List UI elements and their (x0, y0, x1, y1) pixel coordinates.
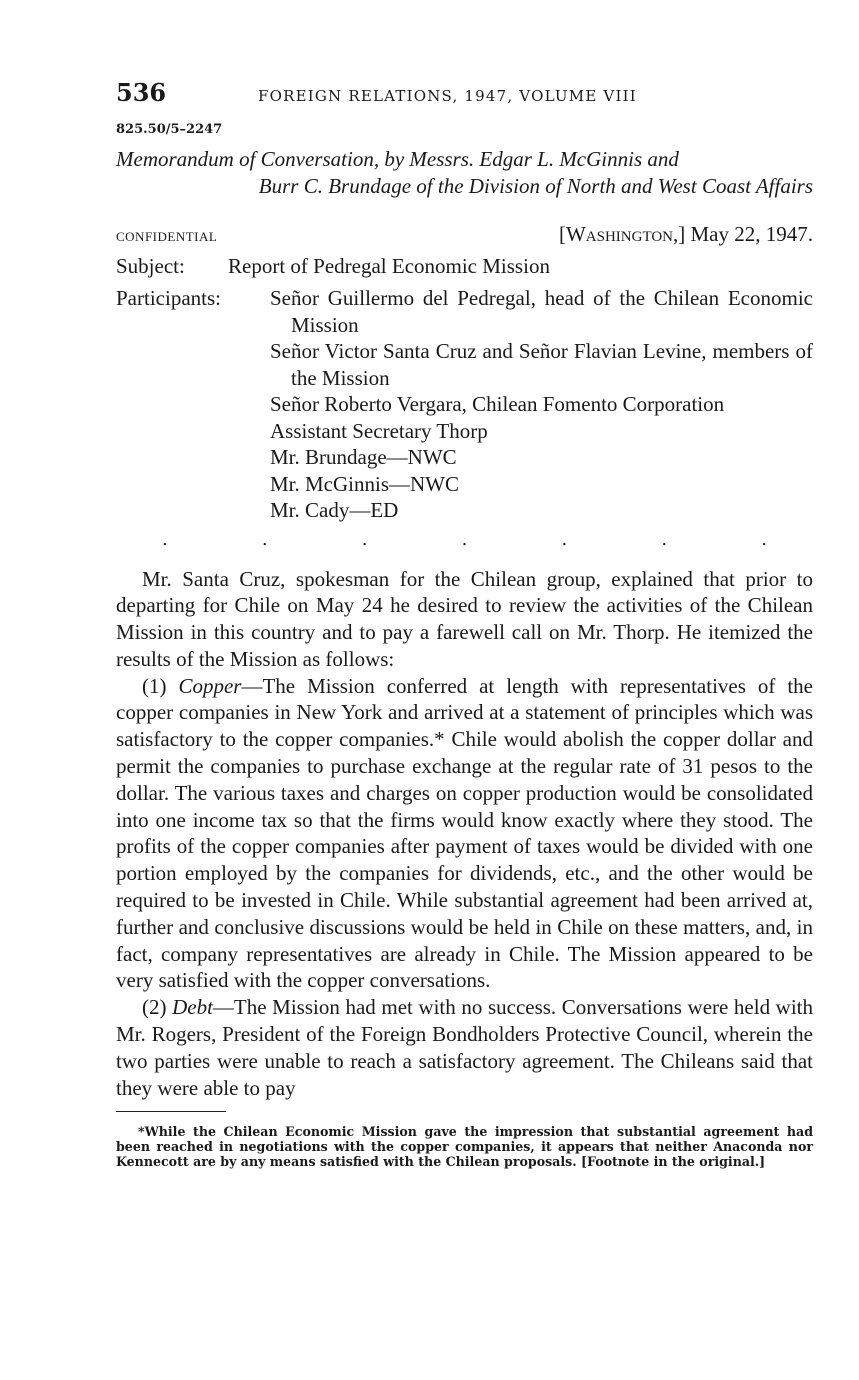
footnote-divider (116, 1111, 226, 1112)
dateline (559, 222, 813, 247)
page-header (116, 78, 813, 112)
ellipsis-dot: . (361, 528, 368, 550)
participant-item: Mr. McGinnis—NWC (270, 471, 459, 496)
omission-ellipsis (116, 530, 813, 552)
participant-item: Mr. Brundage—NWC (270, 445, 457, 469)
memo-body (116, 566, 813, 1102)
ellipsis-dot: . (661, 528, 668, 550)
subject-label: Subject: (116, 254, 185, 278)
page-number: 536 (116, 78, 167, 107)
debt-text: —The Mission had met with no success. Conversations were held with Mr. Rogers, President of the Foreign Bondholders Protective Council, wherein the two parties were unable to reach a satisfactory agreement. The Chileans said that they were able to pay (116, 995, 813, 1100)
ellipsis-dot: . (561, 528, 568, 550)
dateline-date: May 22, 1947. (690, 222, 813, 246)
title-line-2: Burr C. Brundage of the Division of North and West Coast Affairs (258, 174, 813, 198)
ellipsis-dot: . (162, 528, 168, 550)
debt-heading: Debt (172, 995, 213, 1020)
document-page (116, 78, 813, 1169)
debt-paragraph (116, 994, 813, 1101)
item-number: (1) (142, 673, 179, 698)
ellipsis-dot: . (261, 528, 268, 550)
copper-heading: Copper (178, 673, 242, 698)
participants-section (116, 285, 813, 524)
item-number: (2) (142, 995, 173, 1020)
participant-item: Señor Guillermo del Pedregal, head of the Chilean Economic Mission (270, 286, 813, 337)
document-title (116, 146, 813, 200)
participant-item: Señor Roberto Vergara, Chilean Fomento Corporation (270, 392, 725, 416)
title-line-1: Memorandum of Conversation, by Messrs. Edgar L. McGinnis and (116, 147, 679, 171)
ellipsis-dot: . (461, 528, 468, 550)
participants-list (270, 285, 813, 524)
intro-paragraph: Mr. Santa Cruz, spokesman for the Chilean group, explained that prior to departing for Chile on May 24 he desired to review the activities of the Chilean Mission in this country and to pay a farewell call on Mr. Thorp. He itemized the results of the Mission as follows: (116, 566, 813, 671)
participant-item: Señor Victor Santa Cruz and Señor Flavian Levine, members of the Mission (270, 339, 813, 390)
participants-label: Participants: (116, 286, 221, 310)
copper-text: —The Mission conferred at length with representatives of the copper companies in New York and arrived at a statement of principles which was satisfactory to the copper companies.* Chile would abolish the copper dollar and permit the companies to purchase exchange at the regular rate of 31 pesos to the dollar. The various taxes and charges on copper production would be consolidated into one income tax so that the firms would know exactly where they stood. The profits of the copper companies after payment of taxes would be divided with one portion employed by the companies for dividends, etc., and the other would be required to be invested in Chile. While substantial agreement had been arrived at, further and conclusive discussions would be held in Chile on these matters, and, in fact, company representatives are already in Chile. The Mission appeared to be very satisfied with the copper conversations. (116, 673, 813, 993)
participant-item: Assistant Secretary Thorp (270, 418, 488, 443)
footnote: *While the Chilean Economic Mission gave the impression that substantial agreement had been reached in negotiations with the copper companies, it appears that neither Anaconda nor Kennecott are by any means satisfied with the Chilean proposals. [Footnote in the original.] (116, 1124, 813, 1170)
running-head: FOREIGN RELATIONS, 1947, VOLUME VIII (258, 87, 637, 105)
subject-row (116, 253, 813, 279)
classification-label: CONFIDENTIAL (116, 229, 218, 244)
participant-item: Mr. Cady—ED (270, 498, 399, 522)
classification-row (116, 222, 813, 247)
subject-text: Report of Pedregal Economic Mission (228, 254, 550, 278)
file-number: 825.50/5–2247 (116, 122, 223, 137)
copper-paragraph (116, 673, 813, 995)
ellipsis-dot: . (761, 528, 767, 550)
dateline-place: [Washington,] (558, 222, 686, 246)
